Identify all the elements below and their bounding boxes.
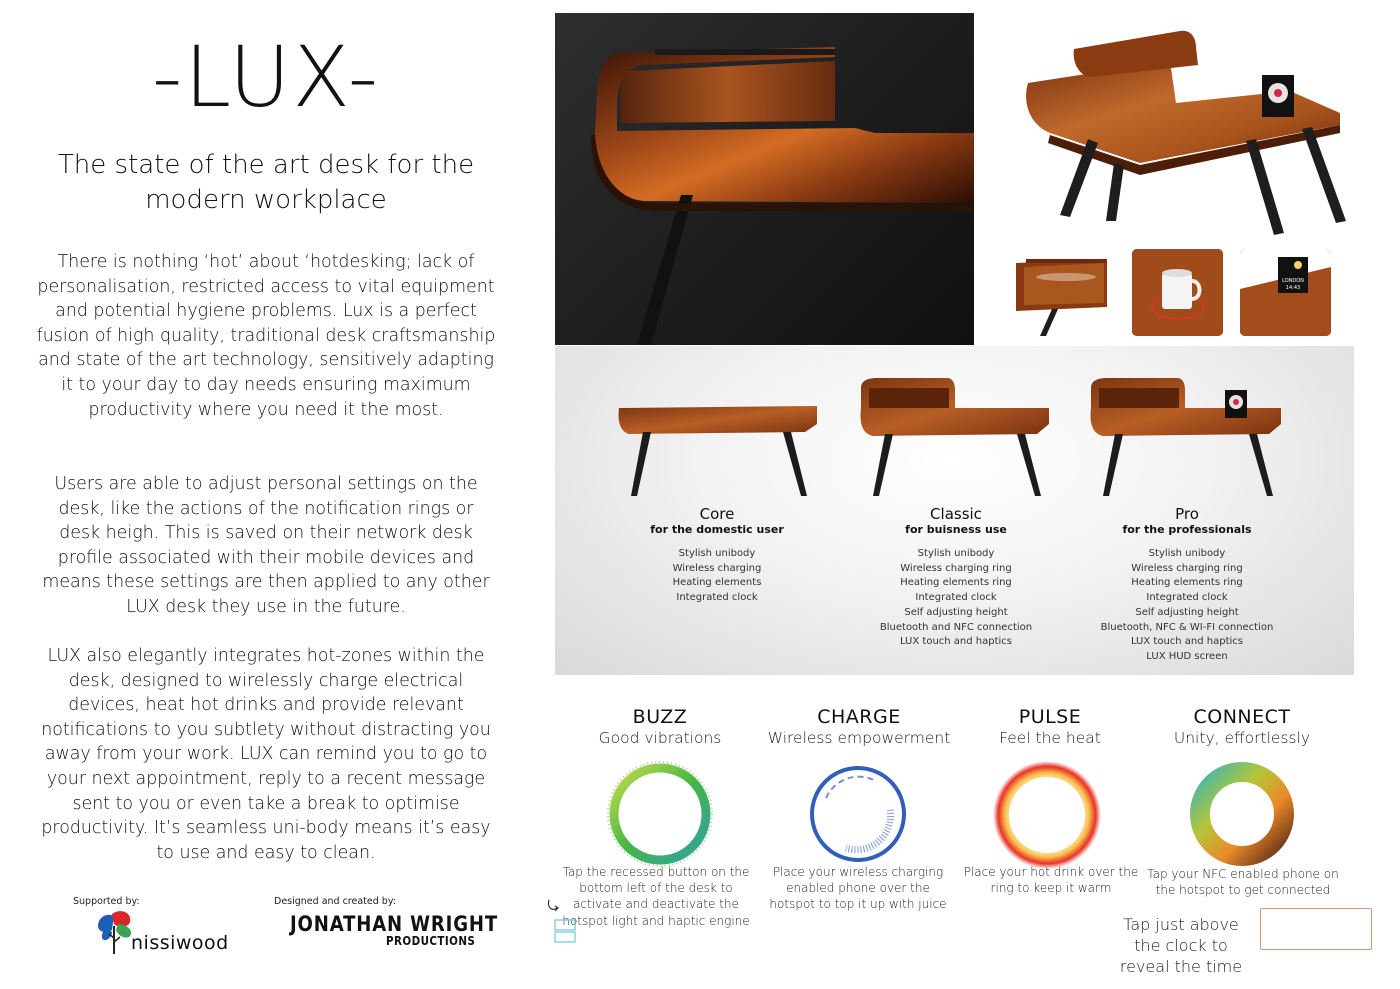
buzz-ring-icon <box>602 756 718 872</box>
charge-ring-icon <box>802 758 914 870</box>
variant-feature: Integrated clock <box>1146 592 1228 604</box>
mug-thumb-image <box>1132 249 1223 336</box>
feature-title: BUZZ <box>632 706 688 728</box>
feature-title: PULSE <box>1018 706 1082 728</box>
charge-description: Place your wireless charging enabled phone over the hotspot to top it up with juice <box>769 865 947 912</box>
feature-pulse <box>950 706 1150 748</box>
pulse-description: Place your hot drink over the ring to keep it warm <box>963 865 1139 896</box>
variant-feature: Self adjusting height <box>1135 606 1239 618</box>
clock-time-label: 14:43 <box>1285 285 1301 291</box>
variant-feature: LUX touch and haptics <box>1130 636 1244 648</box>
variant-feature: LUX HUD screen <box>1146 650 1228 662</box>
variant-feature: Bluetooth, NFC & WI-FI connection <box>1100 621 1274 633</box>
variant-name: Pro <box>1175 505 1199 523</box>
clock-city-label: LONDON <box>1282 278 1304 284</box>
feature-subtitle: Good vibrations <box>598 729 722 747</box>
variant-pro <box>1077 505 1297 665</box>
feature-subtitle: Unity, effortlessly <box>1173 729 1311 747</box>
feature-connect <box>1142 706 1342 748</box>
pro-desk-render-image <box>990 13 1354 238</box>
pulse-ring-icon <box>990 758 1104 872</box>
hotzones-paragraph: LUX also elegantly integrates hot-zones within the desk, designed to wirelessly charge electrical devices, heat hot drinks and provide relevant notifications to you subtlety without distracting you away from your work. LUX can remind you to go to your next appointment, reply to a recent message sent to you or even take a break to optimise productivity. It’s seamless uni-body means it’s easy to use and easy to clean. <box>41 646 491 863</box>
variant-feature: Wireless charging ring <box>900 562 1012 574</box>
variant-classic <box>846 505 1066 650</box>
page-subtitle: The state of the art desk for the modern workplace <box>57 150 475 215</box>
connect-ring-icon <box>1184 756 1300 872</box>
variant-feature: Heating elements ring <box>900 577 1012 589</box>
feature-title: CHARGE <box>817 706 901 728</box>
variant-feature: Heating elements <box>672 577 762 589</box>
variant-feature: Wireless charging <box>672 562 762 574</box>
variant-feature: Integrated clock <box>676 592 758 604</box>
variant-feature: Stylish unibody <box>678 548 756 559</box>
hero-desk-closeup-image <box>555 13 974 345</box>
hotspot-button-icon <box>545 896 579 944</box>
desk-variants-renders <box>555 346 1354 506</box>
clock-hint-text: Tap just above the clock to reveal the time <box>1119 915 1243 976</box>
feature-title: CONNECT <box>1193 706 1291 728</box>
variant-core <box>617 505 817 606</box>
variant-feature: LUX touch and haptics <box>899 636 1013 648</box>
intro-paragraph: There is nothing ‘hot’ about ‘hotdesking; lack of personalisation, restricted access to vital equipment and potential hygiene problems. Lux is a perfect fusion of high quality, traditional desk craftsmanship and state of the art technology, sensitively adapting it to your day to day needs ensuring maximum productivity where you need it the most. <box>36 252 496 420</box>
desk-variants-panel <box>555 346 1354 675</box>
variant-feature: Stylish unibody <box>1148 548 1226 559</box>
variant-feature: Self adjusting height <box>904 606 1008 618</box>
variant-audience: for the professionals <box>1122 523 1252 536</box>
feature-subtitle: Wireless empowerment <box>767 729 951 747</box>
connect-description: Tap your NFC enabled phone on the hotspot to get connected <box>1147 867 1339 898</box>
feature-subtitle: Feel the heat <box>999 729 1101 747</box>
designer-name: JONATHAN WRIGHT <box>290 912 498 937</box>
feature-charge <box>759 706 959 748</box>
page-title: -LUX- <box>151 28 381 126</box>
variant-audience: for the domestic user <box>650 523 784 536</box>
designed-label: Designed and created by: <box>274 896 396 907</box>
hotspot-thumb-image <box>1016 249 1107 336</box>
variant-feature: Heating elements ring <box>1131 577 1243 589</box>
feature-buzz <box>560 706 760 748</box>
designer-sub: PRODUCTIONS <box>386 934 476 948</box>
variant-audience: for buisness use <box>905 523 1007 536</box>
variant-feature: Bluetooth and NFC connection <box>879 621 1033 633</box>
buzz-description: Tap the recessed button on the bottom left of the desk to activate and deactivate the hotspot light and haptic engine <box>562 865 750 928</box>
variant-feature: Integrated clock <box>915 592 997 604</box>
variant-name: Classic <box>930 505 982 523</box>
variant-name: Core <box>699 505 735 523</box>
variant-feature: Stylish unibody <box>917 548 995 559</box>
clock-thumb-image <box>1240 249 1331 336</box>
nissiwood-wordmark: nissiwood <box>131 932 229 954</box>
clock-reveal-area[interactable] <box>1260 908 1372 950</box>
settings-paragraph: Users are able to adjust personal settings on the desk, like the actions of the notification rings or desk heigh. This is saved on their network desk profile associated with their mobile devices and means these settings are then applied to any other LUX desk they use in the future. <box>42 474 490 617</box>
variant-feature: Wireless charging ring <box>1131 562 1243 574</box>
supported-label: Supported by: <box>73 896 140 907</box>
